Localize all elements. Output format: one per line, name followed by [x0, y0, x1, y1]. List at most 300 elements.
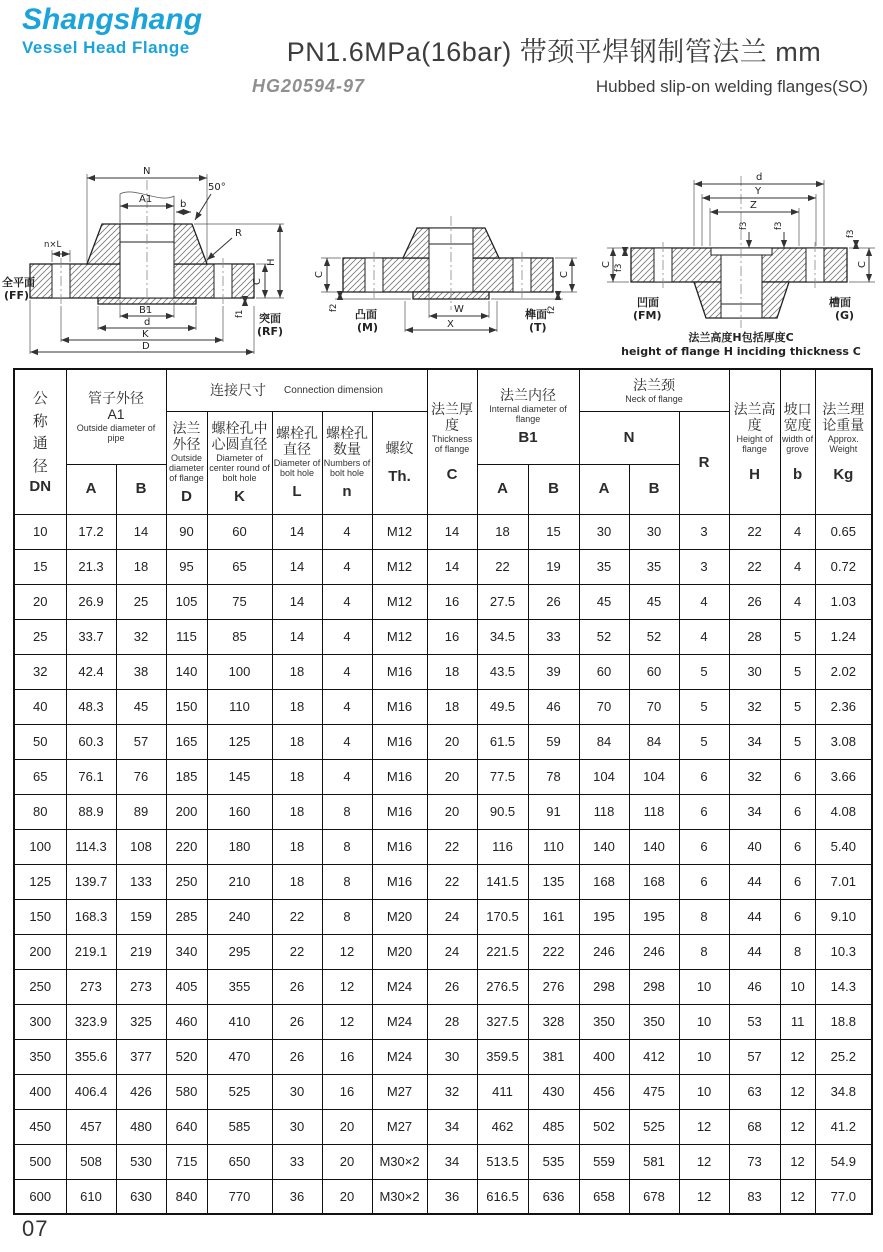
table-cell: 150 [166, 689, 207, 724]
brand-logo [22, 4, 202, 58]
table-cell: 535 [528, 1144, 579, 1179]
table-cell: 10 [780, 969, 815, 1004]
col-header-dn [14, 369, 66, 514]
table-cell: 28 [427, 1004, 477, 1039]
table-cell: 18 [272, 689, 322, 724]
table-cell: 10 [679, 969, 729, 1004]
table-cell: 10 [14, 514, 66, 549]
table-cell: 185 [166, 759, 207, 794]
table-row [14, 794, 872, 829]
table-row [14, 899, 872, 934]
internal-dia-en: Internal diameter of flange [489, 404, 567, 425]
table-row [14, 514, 872, 549]
table-cell: 88.9 [66, 794, 116, 829]
thread-zh: 螺纹 [385, 439, 414, 456]
table-cell: 34 [427, 1109, 477, 1144]
face-label-fm-code: (FM) [633, 309, 662, 322]
table-cell: 840 [166, 1179, 207, 1214]
table-cell: 34 [729, 724, 780, 759]
logo-tagline: Vessel Head Flange [22, 37, 190, 57]
internal-dia-symbol: B1 [518, 429, 538, 447]
table-cell: M12 [372, 514, 427, 549]
standard-number: HG20594-97 [252, 76, 366, 96]
col-header-thread [372, 411, 427, 514]
table-cell: 8 [322, 899, 372, 934]
table-cell: 139.7 [66, 864, 116, 899]
table-cell: 412 [629, 1039, 679, 1074]
table-cell: 61.5 [477, 724, 528, 759]
table-row [14, 1144, 872, 1179]
flange-od-code: D [181, 488, 192, 506]
col-group-neck [579, 369, 729, 411]
pipe-od-en: Outside diameter of pipe [76, 423, 156, 444]
table-row [14, 1074, 872, 1109]
table-cell: M16 [372, 829, 427, 864]
table-cell: 48.3 [66, 689, 116, 724]
table-cell: 12 [780, 1179, 815, 1214]
page-title: PN1.6MPa(16bar) 带颈平焊钢制管法兰 mm [286, 37, 822, 67]
dim-label-d: d [144, 317, 151, 328]
table-cell: M24 [372, 1039, 427, 1074]
table-cell: 30 [729, 654, 780, 689]
table-cell: 44 [729, 934, 780, 969]
dim-label-C: C [857, 261, 868, 268]
table-cell: M16 [372, 794, 427, 829]
dim-label-A1: A1 [139, 194, 153, 205]
face-label-rf-zh: 突面 [259, 312, 281, 325]
table-cell: 0.72 [815, 549, 872, 584]
table-cell: 104 [579, 759, 629, 794]
table-cell: 150 [14, 899, 66, 934]
dim-label-d: d [756, 172, 763, 183]
table-cell: 33.7 [66, 619, 116, 654]
table-cell: 457 [66, 1109, 116, 1144]
table-cell: 145 [207, 759, 272, 794]
table-cell: 5 [780, 724, 815, 759]
table-cell: 350 [629, 1004, 679, 1039]
table-cell: 3 [679, 549, 729, 584]
table-cell: M12 [372, 549, 427, 584]
bolt-count-code: n [342, 483, 352, 501]
table-cell: 12 [780, 1144, 815, 1179]
table-row [14, 1039, 872, 1074]
table-cell: M20 [372, 934, 427, 969]
table-cell: 220 [166, 829, 207, 864]
table-cell: 5 [679, 689, 729, 724]
table-cell: 118 [629, 794, 679, 829]
table-cell: 33 [272, 1144, 322, 1179]
table-cell: 1.03 [815, 584, 872, 619]
table-cell: 5 [679, 724, 729, 759]
table-cell: 273 [66, 969, 116, 1004]
table-cell: 285 [166, 899, 207, 934]
table-cell: 2.36 [815, 689, 872, 724]
col-header-weight [815, 369, 872, 514]
table-cell: 12 [322, 969, 372, 1004]
table-cell: 4 [322, 549, 372, 584]
bolt-hole-dia-code: L [292, 483, 302, 501]
table-cell: 658 [579, 1179, 629, 1214]
table-cell: 57 [116, 724, 166, 759]
table-cell: 36 [427, 1179, 477, 1214]
table-cell: 221.5 [477, 934, 528, 969]
table-cell: 616.5 [477, 1179, 528, 1214]
table-cell: 295 [207, 934, 272, 969]
table-cell: 80 [14, 794, 66, 829]
table-cell: 6 [780, 899, 815, 934]
table-cell: 26 [272, 1004, 322, 1039]
table-cell: 57 [729, 1039, 780, 1074]
dim-label-H: H [266, 258, 277, 266]
table-cell: 60 [629, 654, 679, 689]
table-cell: 30 [272, 1109, 322, 1144]
table-cell: 6 [679, 759, 729, 794]
col-header-D [166, 411, 207, 514]
table-cell: 105 [166, 584, 207, 619]
table-cell: 377 [116, 1039, 166, 1074]
dim-label-nxL: n×L [44, 240, 62, 250]
dim-label-C: C [252, 278, 263, 285]
table-cell: 14 [272, 549, 322, 584]
table-cell: 21.3 [66, 549, 116, 584]
table-cell: 22 [427, 864, 477, 899]
table-cell: 168 [579, 864, 629, 899]
bolt-circle-zh: 螺栓孔中心圆直径 [211, 419, 268, 452]
table-row [14, 829, 872, 864]
title-block [240, 30, 868, 97]
table-cell: M30×2 [372, 1144, 427, 1179]
table-cell: 350 [579, 1004, 629, 1039]
height-en: Height of flange [736, 433, 773, 454]
table-cell: 65 [207, 549, 272, 584]
table-cell: 34 [427, 1144, 477, 1179]
table-cell: 32 [729, 689, 780, 724]
table-row [14, 689, 872, 724]
table-cell: 328 [528, 1004, 579, 1039]
table-cell: M20 [372, 899, 427, 934]
table-cell: 210 [207, 864, 272, 899]
table-cell: 14 [272, 584, 322, 619]
table-cell: 4 [322, 759, 372, 794]
drawing-caption-zh: 法兰高度H包括厚度C [688, 331, 794, 344]
dim-label-C: C [558, 271, 570, 278]
table-cell: 77.0 [815, 1179, 872, 1214]
table-cell: 45 [579, 584, 629, 619]
table-cell: 520 [166, 1039, 207, 1074]
table-cell: 10 [679, 1004, 729, 1039]
table-cell: 8 [322, 794, 372, 829]
face-label-ff-zh: 全平面 [2, 276, 35, 289]
table-cell: 85 [207, 619, 272, 654]
col-header-L [272, 411, 322, 514]
table-cell: 135 [528, 864, 579, 899]
table-cell: 340 [166, 934, 207, 969]
table-cell: 43.5 [477, 654, 528, 689]
table-cell: M30×2 [372, 1179, 427, 1214]
table-cell: 115 [166, 619, 207, 654]
bolt-count-en: Numbers of bolt hole [323, 458, 371, 479]
table-cell: 30 [629, 514, 679, 549]
table-cell: 18 [116, 549, 166, 584]
table-cell: 24 [427, 899, 477, 934]
table-cell: 219.1 [66, 934, 116, 969]
flange-section-ff-rf [2, 146, 300, 364]
table-cell: 42.4 [66, 654, 116, 689]
table-cell: 14 [427, 514, 477, 549]
table-cell: 426 [116, 1074, 166, 1109]
flange-od-zh: 法兰外径 [172, 419, 201, 452]
table-cell: 3.66 [815, 759, 872, 794]
table-cell: 355.6 [66, 1039, 116, 1074]
thickness-code: C [446, 465, 458, 483]
table-cell: 12 [322, 1004, 372, 1039]
table-cell: 77.5 [477, 759, 528, 794]
table-cell: 46 [528, 689, 579, 724]
groove-width-zh: 坡口宽度 [783, 400, 812, 433]
table-row [14, 654, 872, 689]
table-cell: M12 [372, 584, 427, 619]
table-cell: 90.5 [477, 794, 528, 829]
table-cell: 168 [629, 864, 679, 899]
table-cell: 60 [579, 654, 629, 689]
table-cell: 381 [528, 1039, 579, 1074]
table-cell: 195 [629, 899, 679, 934]
table-cell: 18 [427, 654, 477, 689]
table-cell: 559 [579, 1144, 629, 1179]
table-cell: 5 [780, 654, 815, 689]
flange-od-en: Outside diameter of flange [168, 452, 204, 484]
table-row [14, 1109, 872, 1144]
table-cell: M27 [372, 1109, 427, 1144]
table-cell: 18 [427, 689, 477, 724]
dim-label-f3: f3 [739, 221, 749, 230]
bolt-count-zh: 螺栓孔数量 [326, 424, 368, 457]
table-cell: 10 [679, 1039, 729, 1074]
table-cell: 26.9 [66, 584, 116, 619]
table-cell: 17.2 [66, 514, 116, 549]
table-cell: 53 [729, 1004, 780, 1039]
table-cell: 6 [679, 864, 729, 899]
technical-drawings [2, 146, 882, 364]
table-cell: 22 [427, 829, 477, 864]
table-cell: 14 [116, 514, 166, 549]
table-cell: 84 [579, 724, 629, 759]
table-cell: 22 [729, 514, 780, 549]
table-cell: 3.08 [815, 724, 872, 759]
dim-label-angle: 50° [208, 182, 226, 193]
table-cell: 133 [116, 864, 166, 899]
table-cell: 40 [14, 689, 66, 724]
table-cell: M16 [372, 724, 427, 759]
table-cell: 34.8 [815, 1074, 872, 1109]
pipe-od-symbol: A1 [107, 406, 125, 423]
table-cell: 100 [207, 654, 272, 689]
table-cell: 91 [528, 794, 579, 829]
flange-section-fm-g [599, 146, 882, 364]
table-cell: 276 [528, 969, 579, 1004]
page-subtitle: Hubbed slip-on welding flanges(SO) [595, 77, 868, 96]
table-cell: 8 [322, 864, 372, 899]
table-cell: 26 [729, 584, 780, 619]
table-cell: 485 [528, 1109, 579, 1144]
table-cell: 33 [528, 619, 579, 654]
dim-label-f3: f3 [774, 221, 784, 230]
table-cell: 32 [427, 1074, 477, 1109]
bolt-hole-dia-en: Diameter of bolt hole [273, 458, 321, 479]
groove-recess [711, 248, 772, 255]
table-cell: 460 [166, 1004, 207, 1039]
table-cell: 26 [427, 969, 477, 1004]
table-cell: 240 [207, 899, 272, 934]
dim-label-K: K [142, 329, 149, 340]
table-cell: 104 [629, 759, 679, 794]
table-cell: 200 [14, 934, 66, 969]
table-cell: 585 [207, 1109, 272, 1144]
table-cell: 36 [272, 1179, 322, 1214]
table-cell: 4.08 [815, 794, 872, 829]
table-cell: 32 [729, 759, 780, 794]
table-cell: 20 [322, 1179, 372, 1214]
table-cell: 4 [322, 724, 372, 759]
table-row [14, 759, 872, 794]
table-cell: 350 [14, 1039, 66, 1074]
table-cell: 18 [272, 724, 322, 759]
table-cell: 10 [679, 1074, 729, 1109]
table-cell: M24 [372, 1004, 427, 1039]
dim-label-X: X [446, 319, 454, 330]
col-header-dn-code: DN [29, 478, 52, 496]
groove-width-code: b [792, 465, 803, 483]
dim-label-Z: Z [750, 200, 757, 211]
table-cell: 18 [272, 794, 322, 829]
table-cell: 7.01 [815, 864, 872, 899]
page-number: 07 [22, 1216, 49, 1241]
groove-width-en: width of grove [782, 433, 814, 454]
drawing-caption-en: height of flange H inciding thickness C [621, 345, 861, 358]
face-label-fm-zh: 凹面 [637, 296, 659, 309]
table-cell: M16 [372, 654, 427, 689]
table-cell: 8 [780, 934, 815, 969]
table-cell: 246 [629, 934, 679, 969]
table-cell: 34 [729, 794, 780, 829]
table-cell: 4 [322, 689, 372, 724]
table-cell: 8 [679, 934, 729, 969]
height-code: H [749, 465, 760, 483]
table-cell: 18 [272, 829, 322, 864]
table-cell: 581 [629, 1144, 679, 1179]
table-cell: 273 [116, 969, 166, 1004]
table-row [14, 1004, 872, 1039]
table-cell: 5 [780, 619, 815, 654]
dim-label-f1: f1 [235, 309, 245, 318]
table-cell: 12 [780, 1074, 815, 1109]
table-cell: 125 [207, 724, 272, 759]
table-cell: 300 [14, 1004, 66, 1039]
table-cell: 83 [729, 1179, 780, 1214]
table-cell: 411 [477, 1074, 528, 1109]
table-cell: 450 [14, 1109, 66, 1144]
table-cell: 14 [272, 619, 322, 654]
face-label-t-code: (T) [528, 321, 547, 334]
table-cell: 508 [66, 1144, 116, 1179]
table-cell: 276.5 [477, 969, 528, 1004]
table-cell: 40 [729, 829, 780, 864]
table-cell: M16 [372, 759, 427, 794]
dim-label-f2: f2 [328, 303, 339, 312]
logo-wordmark: Shangshang [22, 3, 203, 36]
subcol-n-a: A [579, 464, 629, 514]
bolt-circle-code: K [234, 488, 245, 506]
dim-label-W: W [453, 304, 464, 315]
table-cell: 195 [579, 899, 629, 934]
face-label-g-code: (G) [835, 309, 855, 322]
table-row [14, 969, 872, 1004]
table-cell: 4 [679, 619, 729, 654]
col-header-height [729, 369, 780, 514]
height-zh: 法兰高度 [733, 400, 776, 433]
table-cell: 530 [116, 1144, 166, 1179]
table-cell: 400 [579, 1039, 629, 1074]
col-group-internal-dia [477, 369, 579, 464]
table-cell: 116 [477, 829, 528, 864]
dim-label-f3: f3 [846, 229, 856, 238]
table-cell: 3 [679, 514, 729, 549]
col-header-groove-width [780, 369, 815, 514]
dimension-table [13, 368, 873, 1215]
subcol-pipe-a: A [66, 464, 116, 514]
table-cell: 462 [477, 1109, 528, 1144]
table-cell: 76.1 [66, 759, 116, 794]
table-cell: 600 [14, 1179, 66, 1214]
table-cell: 4 [322, 619, 372, 654]
col-header-n [322, 411, 372, 514]
table-cell: 27.5 [477, 584, 528, 619]
table-cell: 20 [427, 724, 477, 759]
table-cell: 405 [166, 969, 207, 1004]
table-cell: 35 [579, 549, 629, 584]
table-cell: 165 [166, 724, 207, 759]
table-cell: 25 [14, 619, 66, 654]
table-cell: 18 [477, 514, 528, 549]
table-cell: 580 [166, 1074, 207, 1109]
table-cell: 70 [629, 689, 679, 724]
table-row [14, 1179, 872, 1214]
table-cell: 20 [427, 759, 477, 794]
table-cell: 114.3 [66, 829, 116, 864]
table-cell: 16 [322, 1074, 372, 1109]
table-cell: 4 [322, 584, 372, 619]
table-cell: 6 [679, 794, 729, 829]
face-label-m-zh: 凸面 [354, 308, 377, 321]
table-cell: 12 [780, 1039, 815, 1074]
table-cell: 76 [116, 759, 166, 794]
face-label-m-code: (M) [356, 321, 378, 334]
dim-label-b: b [180, 199, 187, 210]
table-cell: 470 [207, 1039, 272, 1074]
table-cell: 18.8 [815, 1004, 872, 1039]
table-cell: 22 [272, 934, 322, 969]
table-cell: 110 [528, 829, 579, 864]
table-cell: 159 [116, 899, 166, 934]
table-cell: 200 [166, 794, 207, 829]
table-cell: 100 [14, 829, 66, 864]
col-header-K [207, 411, 272, 514]
table-cell: 502 [579, 1109, 629, 1144]
table-cell: 14 [427, 549, 477, 584]
table-cell: 18 [272, 654, 322, 689]
table-cell: 168.3 [66, 899, 116, 934]
table-cell: 65 [14, 759, 66, 794]
